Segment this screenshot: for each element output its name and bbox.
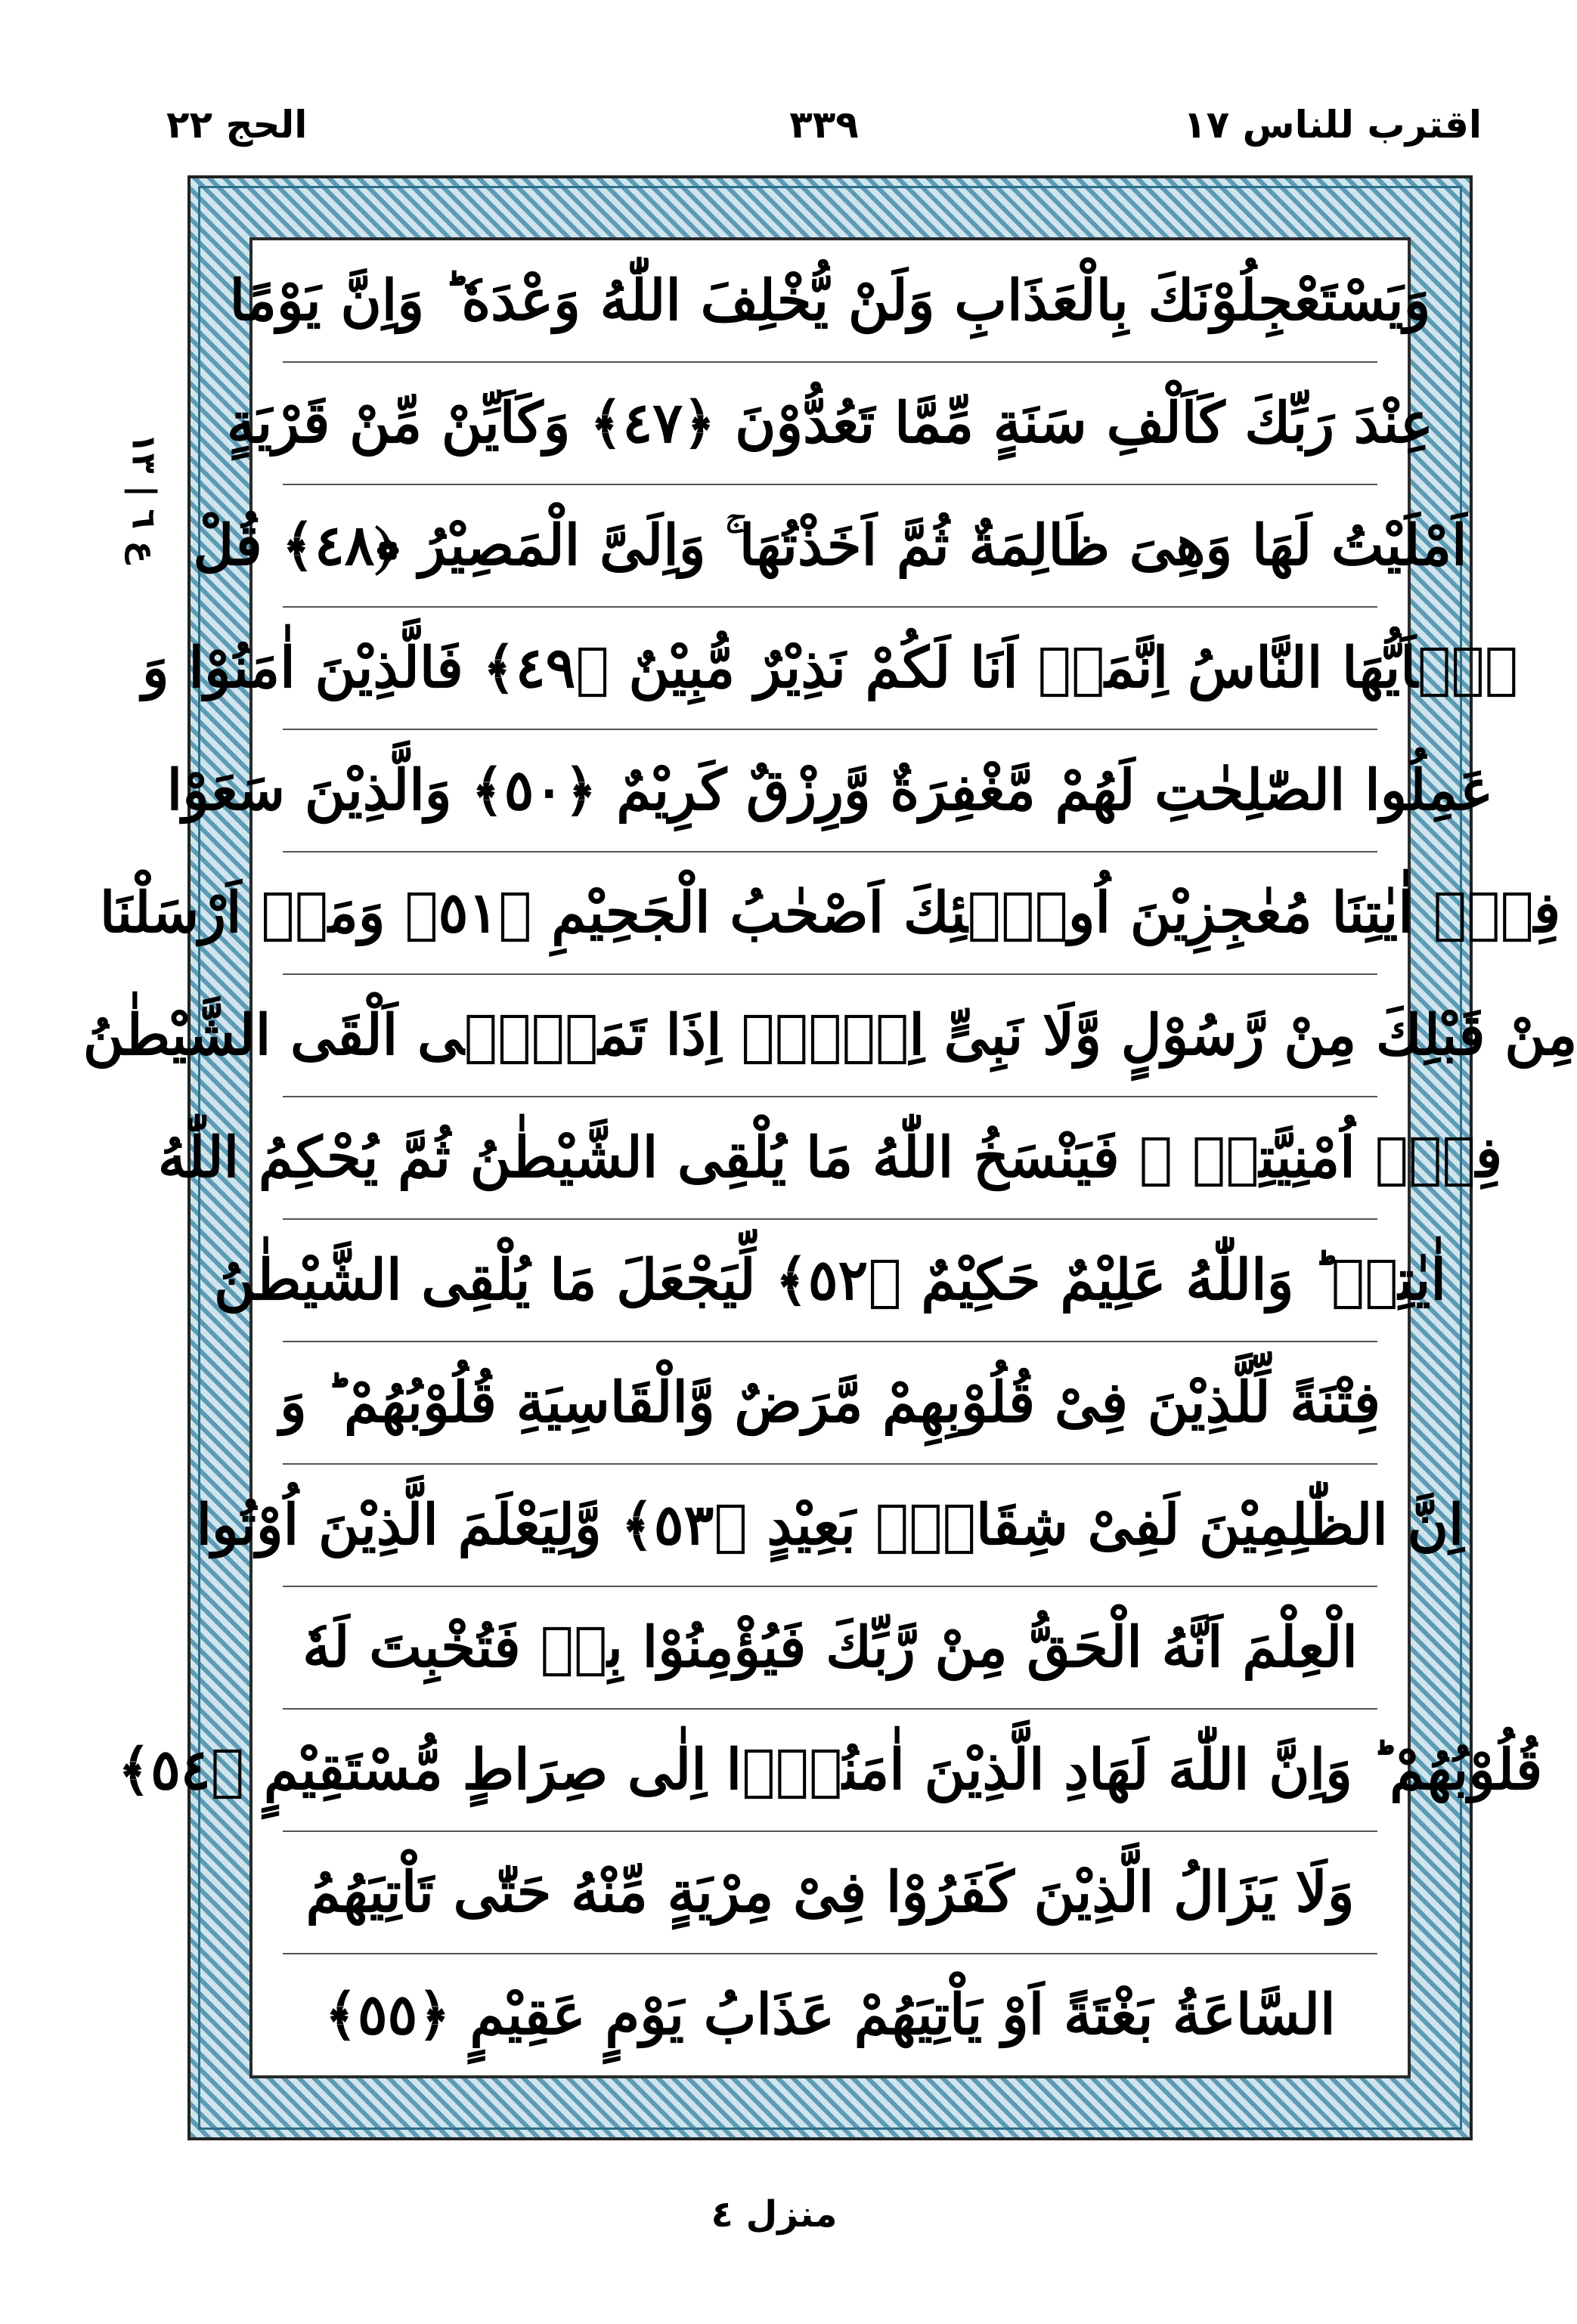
verse-line: فِىْۤ اٰيٰتِنَا مُعٰجِزِيْنَ اُولٰۤئِكَ اَصْحٰبُ الْجَحِيْمِ ﴿٥١﴾ وَمَاۤ اَرْسَلْنَا — [283, 853, 1377, 975]
verse-line: فِىْۤ اُمْنِيَّتِهٖ ۚ فَيَنْسَخُ اللّٰهُ مَا يُلْقِى الشَّيْطٰنُ ثُمَّ يُحْكِمُ اللّٰهُ — [283, 1097, 1377, 1220]
verse-line: وَيَسْتَعْجِلُوْنَكَ بِالْعَذَابِ وَلَنْ يُّخْلِفَ اللّٰهُ وَعْدَهٗ ؕ وَاِنَّ يَوْمًا — [283, 240, 1377, 363]
juz-title: اقترب للناس ١٧ — [1183, 103, 1482, 147]
verse-line: يٰۤاَيُّهَا النَّاسُ اِنَّمَاۤ اَنَا لَكُمْ نَذِيْرٌ مُّبِيْنٌ ﴿٤٩﴾ فَالَّذِيْنَ اٰمَنُوْا وَ — [283, 608, 1377, 730]
verse-line: عَمِلُوا الصّٰلِحٰتِ لَهُمْ مَّغْفِرَةٌ وَّرِزْقٌ كَرِيْمٌ ﴿٥٠﴾ وَالَّذِيْنَ سَعَوْا — [283, 730, 1377, 853]
verse-line: اِنَّ الظّٰلِمِيْنَ لَفِىْ شِقَاقٍۭ بَعِيْدٍ ﴿٥٣﴾ وَّلِيَعْلَمَ الَّذِيْنَ اُوْتُوا — [283, 1465, 1377, 1587]
manzil-footer: منزل ٤ — [711, 2193, 838, 2236]
verse-line: مِنْ قَبْلِكَ مِنْ رَّسُوْلٍ وَّلَا نَبِىٍّ اِلَّاۤ اِذَا تَمَنّٰۤى اَلْقَى الشَّيْطٰنُ — [283, 975, 1377, 1097]
verse-line: قُلُوْبُهُمْ ؕ وَاِنَّ اللّٰهَ لَهَادِ الَّذِيْنَ اٰمَنُوْۤا اِلٰى صِرَاطٍ مُّسْتَقِيْمٍ ﴿٥٤﴾ — [283, 1710, 1377, 1832]
surah-title: الحج ٢٢ — [166, 103, 308, 147]
page-header — [166, 91, 1482, 159]
verse-line: الْعِلْمَ اَنَّهُ الْحَقُّ مِنْ رَّبِّكَ فَيُؤْمِنُوْا بِهٖ فَتُخْبِتَ لَهٗ — [283, 1587, 1377, 1710]
verse-line: السَّاعَةُ بَغْتَةً اَوْ يَاْتِيَهُمْ عَذَابُ يَوْمٍ عَقِيْمٍ ﴿٥٥﴾ — [324, 1982, 1336, 2047]
page-number: ٣٣٩ — [789, 103, 859, 147]
ruku-marker: ع ٦ | ١٣ — [124, 432, 163, 564]
verse-line: عِنْدَ رَبِّكَ كَاَلْفِ سَنَةٍ مِّمَّا تَعُدُّوْنَ ﴿٤٧﴾ وَكَاَيِّنْ مِّنْ قَرْيَةٍ — [283, 363, 1377, 485]
verse-line: اٰيٰتِهٖ ؕ وَاللّٰهُ عَلِيْمٌ حَكِيْمٌ ﴿٥٢﴾ لِّيَجْعَلَ مَا يُلْقِى الشَّيْطٰنُ — [283, 1220, 1377, 1342]
verse-line: فِتْنَةً لِّلَّذِيْنَ فِىْ قُلُوْبِهِمْ مَّرَضٌ وَّالْقَاسِيَةِ قُلُوْبُهُمْ ؕ وَ — [283, 1342, 1377, 1465]
verse-line: اَمْلَيْتُ لَهَا وَهِىَ ظَالِمَةٌ ثُمَّ اَخَذْتُهَا ۚ وَاِلَىَّ الْمَصِيْرُ ﴿٤٨﴾ قُلْ — [283, 485, 1377, 608]
verse-line: وَلَا يَزَالُ الَّذِيْنَ كَفَرُوْا فِىْ مِرْيَةٍ مِّنْهُ حَتّٰى تَاْتِيَهُمُ — [283, 1832, 1377, 1954]
